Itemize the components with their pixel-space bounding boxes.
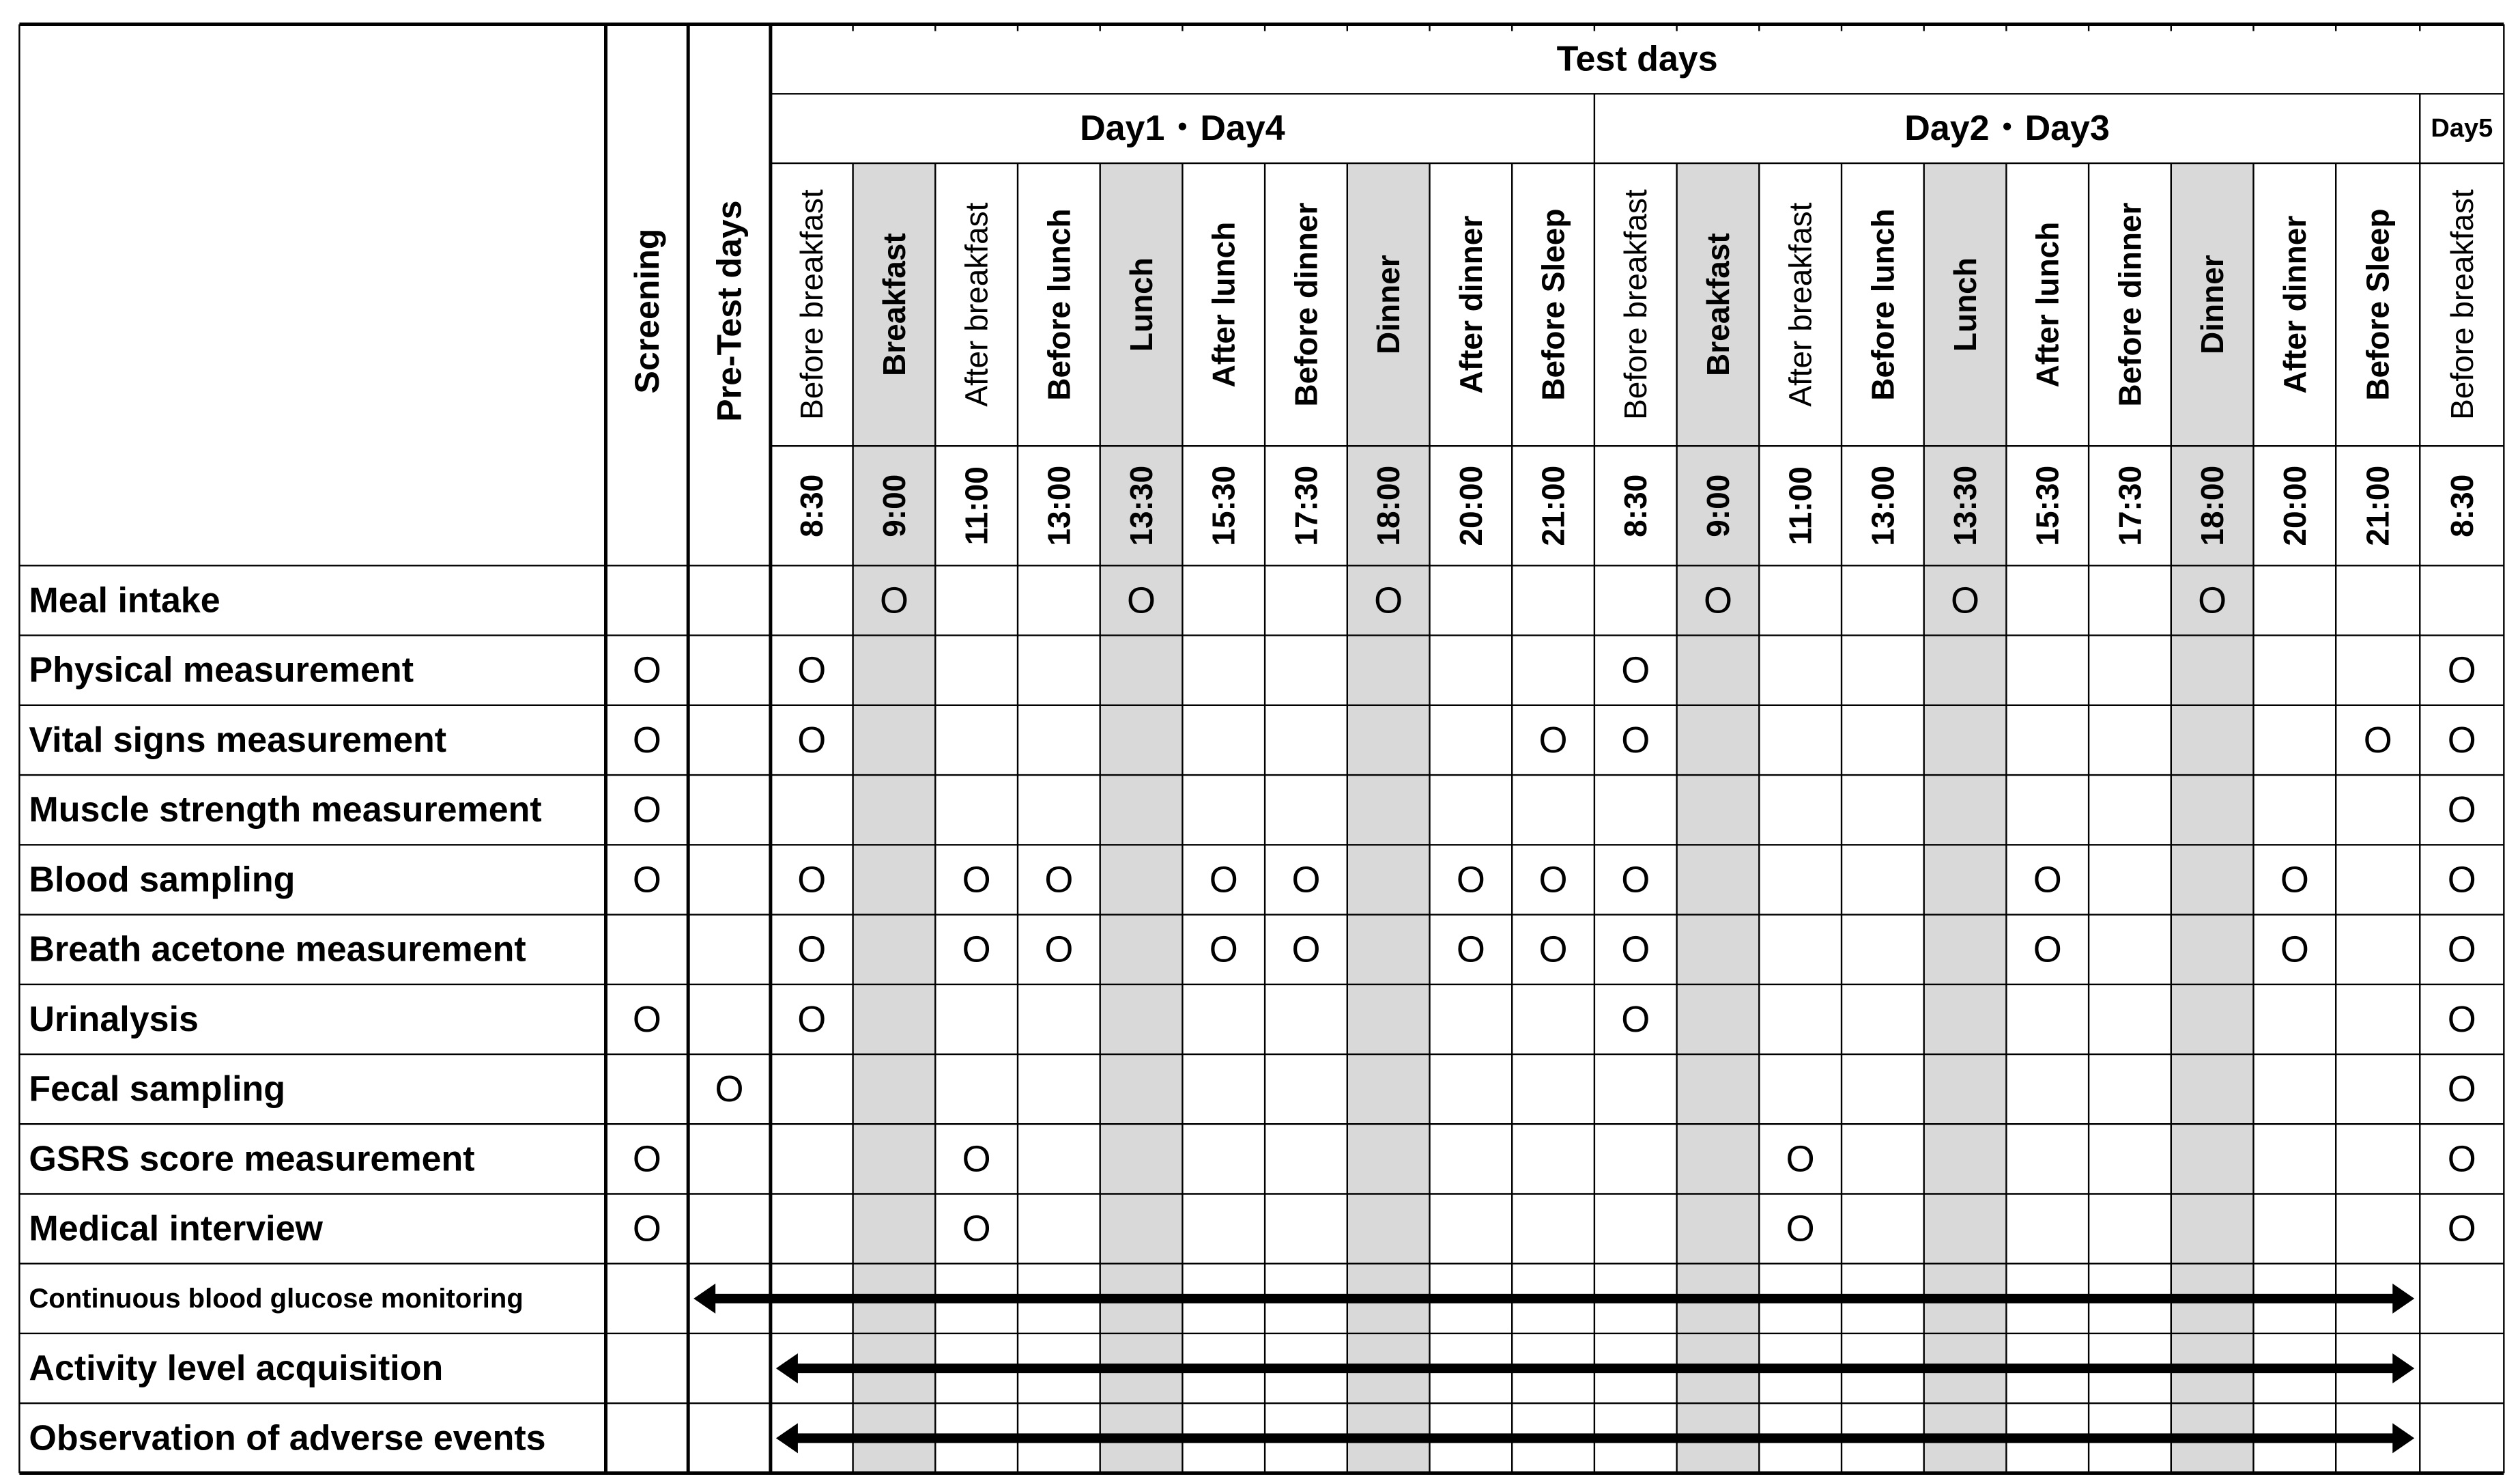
timepoint-label: Before breakfast: [1618, 189, 1654, 420]
row-label: Observation of adverse events: [29, 1418, 546, 1458]
timepoint-label: Before dinner: [1288, 202, 1324, 407]
timepoint-label: After breakfast: [958, 202, 994, 407]
timepoint-label: After lunch: [2029, 221, 2065, 388]
schedule-mark: O: [797, 649, 827, 691]
meal-column-shade: [1347, 163, 1430, 1473]
schedule-mark: O: [1703, 580, 1732, 621]
timepoint-label: Before lunch: [1041, 208, 1077, 401]
schedule-mark: O: [797, 859, 827, 901]
schedule-mark: O: [632, 1138, 661, 1180]
schedule-mark: O: [1044, 859, 1074, 901]
meal-column-shade: [1100, 163, 1183, 1473]
timepoint-label: Before dinner: [2112, 202, 2148, 407]
schedule-mark: O: [1209, 859, 1238, 901]
schedule-mark: O: [2447, 929, 2476, 970]
header-day5: Day5: [2431, 114, 2493, 143]
timepoint-label: After lunch: [1205, 221, 1242, 388]
timepoint-time: 13:30: [1947, 465, 1984, 546]
schedule-mark: O: [1127, 580, 1156, 621]
meal-column-shade: [2171, 163, 2254, 1473]
schedule-mark: O: [2033, 929, 2062, 970]
timepoint-label: Before Sleep: [2360, 208, 2396, 401]
timepoint-label: Before Sleep: [1535, 208, 1571, 401]
schedule-mark: O: [2363, 719, 2392, 761]
schedule-mark: O: [1374, 580, 1403, 621]
timepoint-label: After dinner: [2276, 215, 2313, 394]
timepoint-time: 8:30: [794, 474, 830, 537]
timepoint-label: Breakfast: [1700, 233, 1736, 376]
schedule-mark: O: [2447, 1208, 2476, 1249]
schedule-mark: O: [1291, 859, 1321, 901]
schedule-mark: O: [1621, 929, 1650, 970]
row-label: Physical measurement: [29, 650, 414, 690]
timepoint-time: 21:00: [2360, 465, 2396, 546]
timepoint-label: After dinner: [1452, 215, 1489, 394]
schedule-mark: O: [1456, 929, 1485, 970]
timepoint-time: 13:30: [1123, 465, 1160, 546]
timepoint-time: 15:30: [1205, 465, 1242, 546]
timepoint-time: 21:00: [1535, 465, 1571, 546]
timepoint-time: 18:00: [1371, 465, 1407, 546]
timepoint-time: 15:30: [2029, 465, 2065, 546]
header-test-days: Test days: [1556, 39, 1718, 79]
schedule-mark: O: [632, 1208, 661, 1249]
schedule-mark: O: [962, 929, 991, 970]
schedule-mark: O: [879, 580, 908, 621]
schedule-mark: O: [1044, 929, 1074, 970]
timepoint-time: 11:00: [958, 466, 994, 546]
schedule-mark: O: [2447, 1138, 2476, 1180]
schedule-mark: O: [1951, 580, 1980, 621]
timepoint-time: 11:00: [1782, 466, 1818, 546]
schedule-mark: O: [2447, 998, 2476, 1040]
schedule-mark: O: [632, 789, 661, 831]
schedule-mark: O: [962, 859, 991, 901]
timepoint-time: 8:30: [1618, 474, 1654, 537]
schedule-mark: O: [1621, 719, 1650, 761]
timepoint-label: Before lunch: [1865, 208, 1901, 401]
schedule-mark: O: [632, 649, 661, 691]
row-label: Muscle strength measurement: [29, 790, 542, 830]
schedule-mark: O: [2033, 859, 2062, 901]
timepoint-time: 9:00: [1700, 474, 1736, 537]
timepoint-time: 18:00: [2194, 465, 2231, 546]
timepoint-time: 20:00: [1452, 465, 1489, 546]
timepoint-time: 20:00: [2276, 465, 2313, 546]
meal-column-shade: [1924, 163, 2007, 1473]
schedule-mark: O: [632, 719, 661, 761]
timepoint-label: Dinner: [2194, 255, 2231, 354]
schedule-mark: O: [2447, 789, 2476, 831]
schedule-mark: O: [1456, 859, 1485, 901]
schedule-mark: O: [797, 998, 827, 1040]
timepoint-time: 8:30: [2444, 474, 2480, 537]
timepoint-label: Dinner: [1371, 255, 1407, 354]
schedule-mark: O: [1621, 859, 1650, 901]
row-label: Continuous blood glucose monitoring: [29, 1283, 524, 1314]
schedule-mark: O: [715, 1069, 744, 1110]
timepoint-label: Lunch: [1947, 257, 1984, 352]
schedule-mark: O: [1291, 929, 1321, 970]
timepoint-time: 9:00: [876, 474, 912, 537]
schedule-mark: O: [1538, 859, 1568, 901]
schedule-mark: O: [1786, 1138, 1815, 1180]
row-label: Activity level acquisition: [29, 1348, 444, 1389]
timepoint-label: Breakfast: [876, 233, 912, 376]
schedule-mark: O: [2447, 649, 2476, 691]
schedule-mark: O: [2447, 1069, 2476, 1110]
header-screening: Screening: [627, 228, 666, 394]
schedule-mark: O: [2280, 859, 2309, 901]
schedule-mark: O: [962, 1138, 991, 1180]
schedule-mark: O: [2280, 929, 2309, 970]
schedule-mark: O: [797, 929, 827, 970]
timepoint-label: Lunch: [1123, 257, 1160, 352]
schedule-mark: O: [2447, 719, 2476, 761]
timepoint-time: 13:00: [1865, 465, 1901, 546]
row-label: Urinalysis: [29, 999, 199, 1039]
schedule-mark: O: [2447, 859, 2476, 901]
header-day2-day3: Day2・Day3: [1904, 109, 2110, 149]
row-label: Meal intake: [29, 580, 220, 621]
timepoint-label: After breakfast: [1782, 202, 1818, 407]
timepoint-time: 17:30: [2112, 465, 2148, 546]
schedule-mark: O: [1538, 929, 1568, 970]
timepoint-time: 17:30: [1288, 465, 1324, 546]
header-pre-test-days: Pre-Test days: [710, 200, 749, 422]
row-label: GSRS score measurement: [29, 1139, 475, 1179]
schedule-mark: O: [1209, 929, 1238, 970]
row-label: Fecal sampling: [29, 1069, 286, 1110]
timepoint-label: Before breakfast: [794, 189, 830, 420]
schedule-mark: O: [962, 1208, 991, 1249]
schedule-mark: O: [632, 859, 661, 901]
timepoint-label: Before breakfast: [2444, 189, 2480, 420]
row-label: Vital signs measurement: [29, 720, 447, 760]
schedule-mark: O: [797, 719, 827, 761]
schedule-mark: O: [1538, 719, 1568, 761]
schedule-mark: O: [1786, 1208, 1815, 1249]
row-label: Blood sampling: [29, 860, 296, 900]
schedule-mark: O: [632, 998, 661, 1040]
timepoint-time: 13:00: [1041, 465, 1077, 546]
row-label: Medical interview: [29, 1209, 324, 1249]
schedule-mark: O: [2198, 580, 2227, 621]
schedule-mark: O: [1621, 649, 1650, 691]
schedule-mark: O: [1621, 998, 1650, 1040]
row-label: Breath acetone measurement: [29, 929, 526, 970]
header-day1-day4: Day1・Day4: [1080, 109, 1285, 149]
